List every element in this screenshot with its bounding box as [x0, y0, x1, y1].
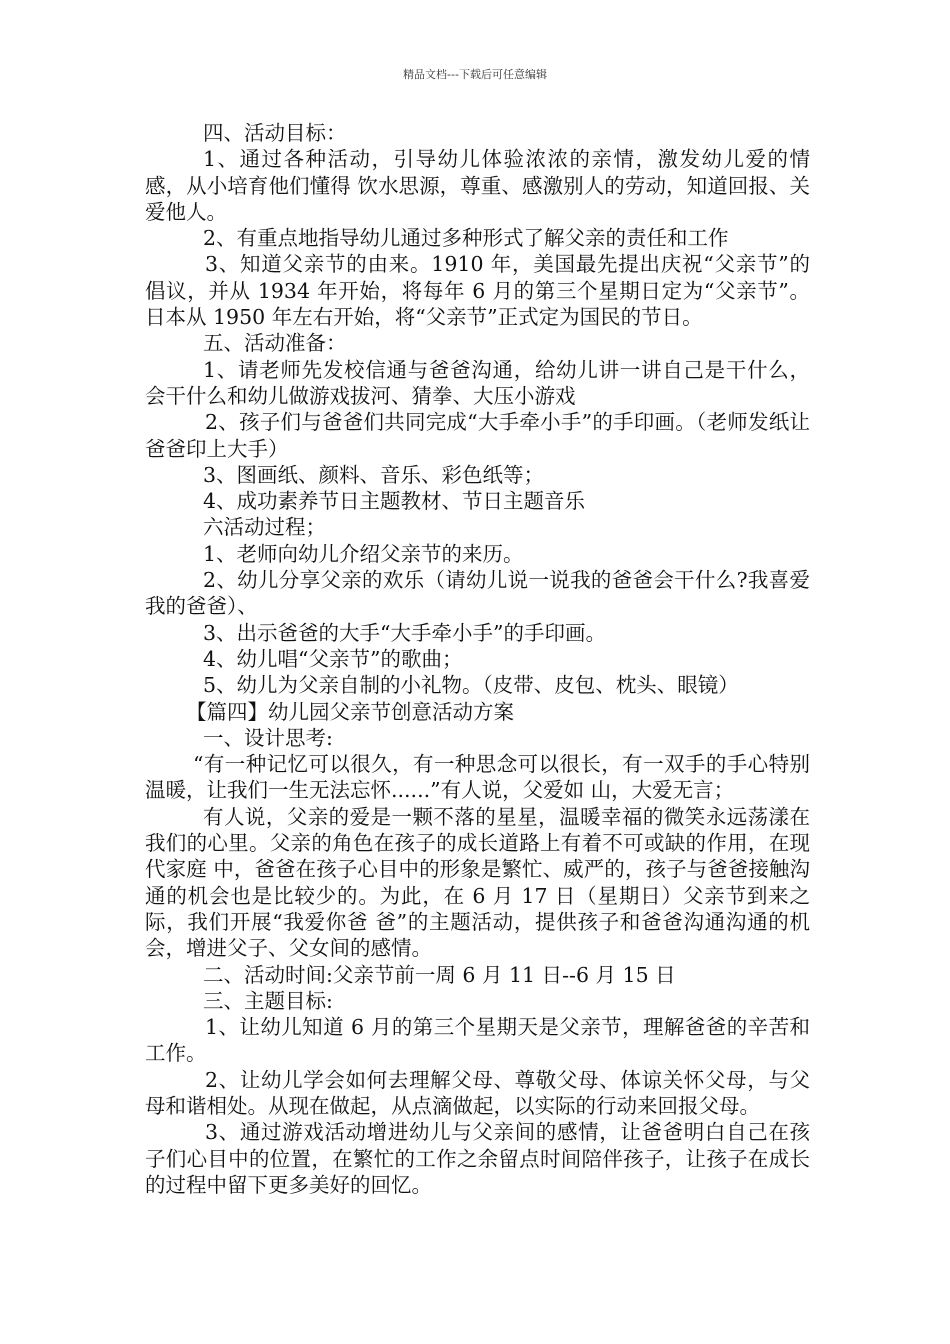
section-heading-theme-goals: 三、主题目标: [203, 988, 333, 1013]
section-heading-preparation: 五、活动准备： [203, 331, 347, 356]
document-body [145, 120, 810, 1198]
paragraph: 3、通过游戏活动增进幼儿与父亲间的感情，让爸爸明白自己在孩子们心目中的位置，在繁忙的工作之余留点时间陪伴孩子，让孩子在成长的过程中留下更多美好的回忆。 [145, 1120, 810, 1197]
paragraph: 1、让幼儿知道 6 月的第三个星期天是父亲节，理解爸爸的辛苦和工作。 [145, 1015, 810, 1066]
paragraph: 5、幼儿为父亲自制的小礼物。（皮带、皮包、枕头、眼镜） [203, 673, 739, 698]
paragraph: 4、成功素养节日主题教材、节日主题音乐 [203, 489, 586, 514]
paragraph: 1、通过各种活动，引导幼儿体验浓浓的亲情，激发幼儿爱的情感，从小培育他们懂得 饮水思源，尊重、感激别人的劳动，知道回报、关爱他人。 [145, 147, 810, 224]
section-heading-process: 六活动过程； [203, 515, 326, 540]
section-heading-goals: 四、活动目标： [203, 121, 347, 145]
paragraph: 3、知道父亲节的由来。1910 年，美国最先提出庆祝“父亲节”的倡议，并从 1934 年开始，将每年 6 月的第三个星期日定为“父亲节”。日本从 1950 年左右开始，将“父亲节”正式定为国民的节日。 [145, 252, 810, 330]
paragraph: 3、图画纸、颜料、音乐、彩色纸等； [203, 462, 545, 487]
paragraph: 3、出示爸爸的大手“大手牵小手”的手印画。 [203, 620, 607, 645]
paragraph: 2、有重点地指导幼儿通过多种形式了解父亲的责任和工作 [203, 226, 729, 251]
section-heading-design: 一、设计思考: [203, 725, 333, 750]
paragraph: 1、老师向幼儿介绍父亲节的来历。 [203, 541, 524, 566]
paragraph: “有一种记忆可以很久，有一种思念可以很长，有一双手的手心特别温暖，让我们一生无法忘怀......”有人说，父爱如 山，大爱无言； [145, 752, 810, 803]
paragraph: 有人说，父亲的爱是一颗不落的星星，温暖幸福的微笑永远荡漾在我们的心里。父亲的角色在孩子的成长道路上有着不可或缺的作用，在现代家庭 中，爸爸在孩子心目中的形象是繁忙、威严的，孩子与爸爸接触沟通的机会也是比较少的。为此，在 6 月 17 日（星期日）父亲节到来之际，我们开展“我爱你爸 爸”的主题活动，提供孩子和爸爸沟通沟通的机会，增进父子、父女间的感情。 [145, 804, 810, 961]
paragraph: 2、让幼儿学会如何去理解父母、尊敬父母、体谅关怀父母，与父母和谐相处。从现在做起，从点滴做起，以实际的行动来回报父母。 [145, 1067, 810, 1118]
paragraph: 2、幼儿分享父亲的欢乐（请幼儿说一说我的爸爸会干什么?我喜爱我的爸爸）、 [145, 568, 810, 619]
page-header: 精品文档---下载后可任意编辑 [403, 68, 547, 81]
section-heading-time: 二、活动时间:父亲节前一周 6 月 11 日--6 月 15 日 [203, 962, 676, 987]
paragraph: 1、请老师先发校信通与爸爸沟通，给幼儿讲一讲自己是干什么，会干什么和幼儿做游戏拔河、猜拳、大压小游戏 [145, 357, 810, 408]
article-title: 【篇四】幼儿园父亲节创意活动方案 [186, 699, 514, 724]
paragraph: 2、孩子们与爸爸们共同完成“大手牵小手”的手印画。（老师发纸让爸爸印上大手） [145, 410, 810, 461]
paragraph: 4、幼儿唱“父亲节”的歌曲； [203, 646, 463, 671]
